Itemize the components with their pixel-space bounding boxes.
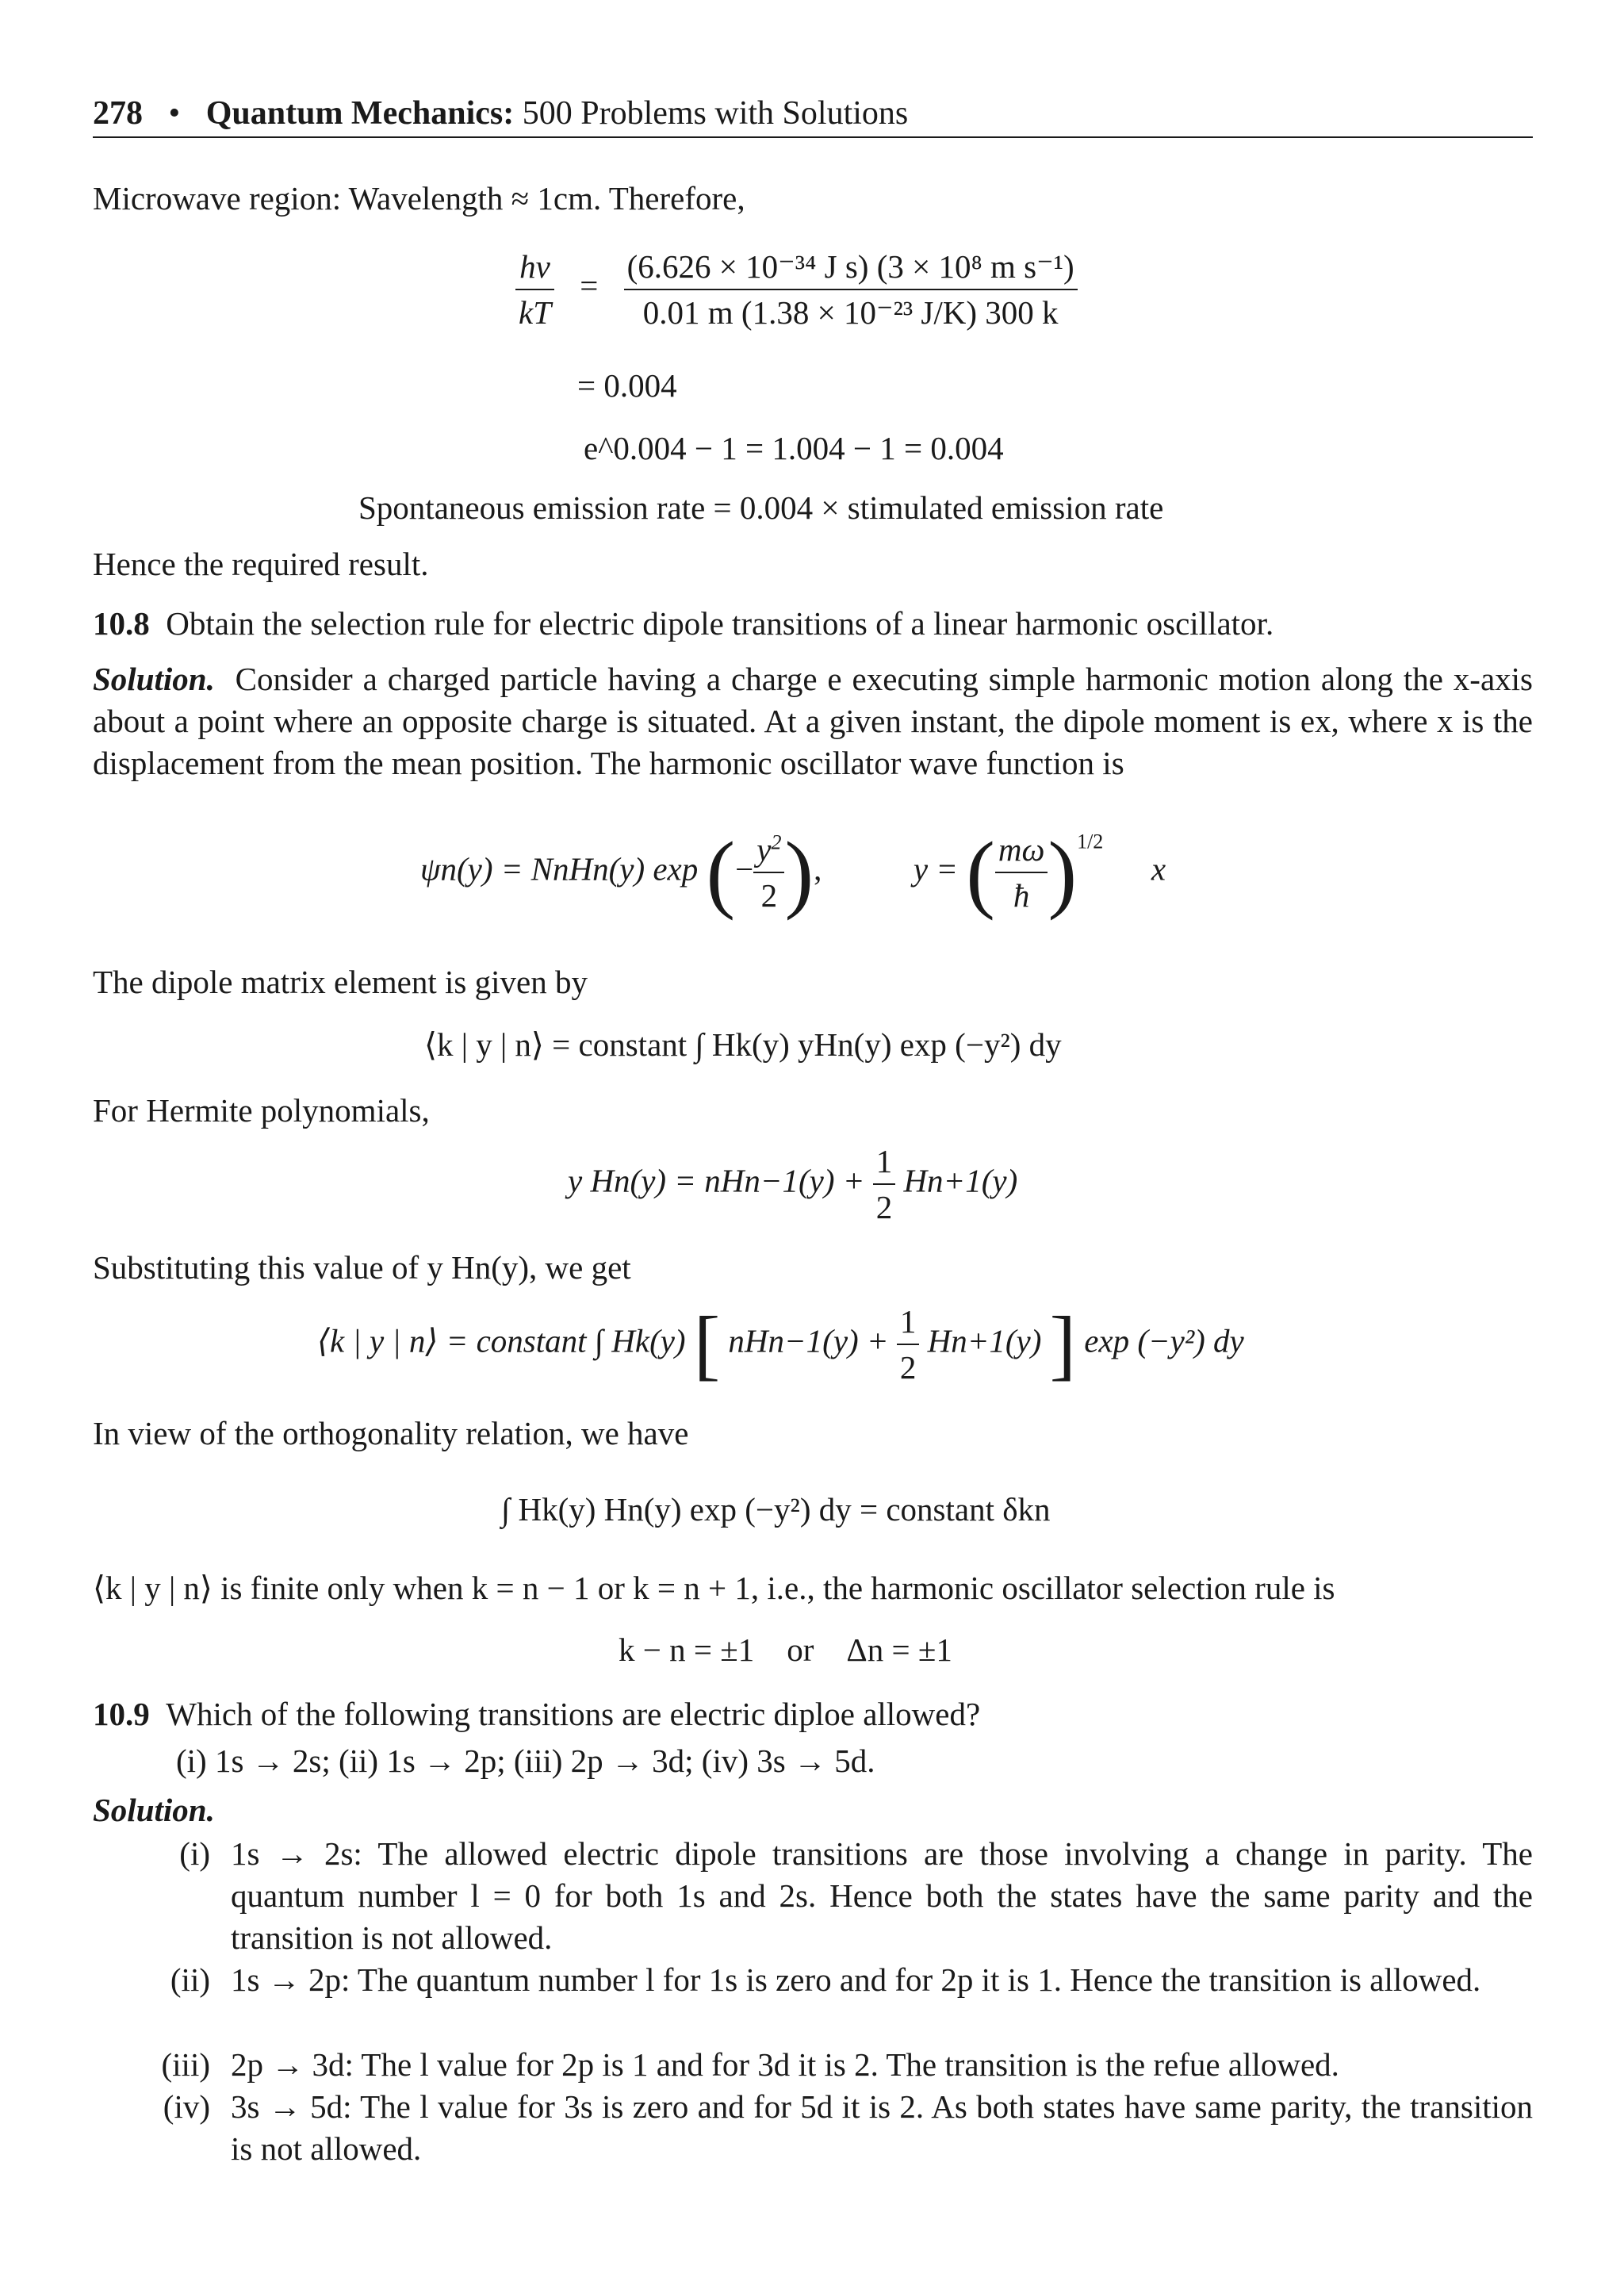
- subst-intro: Substituting this value of y Hn(y), we get: [93, 1249, 631, 1286]
- frac-rhs: [624, 247, 1078, 332]
- dipole-eq: ⟨k | y | n⟩ = constant ∫ Hk(y) yHn(y) exp (−y²) dy: [424, 1026, 1062, 1063]
- hermite-eq: y Hn(y) = nHn−1(y) + $\frac{1}{2}$ Hn+1(y): [568, 1143, 1018, 1225]
- exp-line: e^0.004 − 1 = 1.004 − 1 = 0.004: [584, 430, 1004, 466]
- running-header: [93, 97, 908, 130]
- microwave-intro: Microwave region: Wavelength ≈ 1cm. Therefore,: [93, 180, 745, 217]
- solution-item: 3s → 5d: The l value for 3s is zero and for 5d it is 2. As both states have same parity, the transition is not allowed.: [231, 2088, 1533, 2167]
- solution-label: Solution.: [93, 661, 215, 697]
- solution-10-8: [93, 658, 1533, 784]
- frac-lhs: [515, 247, 554, 332]
- selection-rule: k − n = ±1 or Δn = ±1: [619, 1631, 952, 1668]
- subst-eq: ⟨k | y | n⟩ = constant ∫ Hk(y) [ nHn−1(y) + $\frac{1}{2}$ Hn+1(y) ] exp (−y²) dy: [317, 1300, 1244, 1388]
- book-title-bold: Quantum Mechanics:: [205, 95, 515, 132]
- subst-mid2: Hn+1(y): [927, 1322, 1042, 1359]
- item-number: (iv): [163, 2088, 210, 2125]
- solution-item: 1s → 2p: The quantum number l for 1s is zero and for 2p it is 1. Hence the transition is allowed.: [231, 1961, 1481, 1998]
- solution-item: 2p → 3d: The l value for 2p is 1 and for 3d it is 2. The transition is the refue allowed.: [231, 2046, 1339, 2083]
- dipole-intro: The dipole matrix element is given by: [93, 964, 588, 1000]
- subst-mid: nHn−1(y) +: [728, 1322, 889, 1359]
- subst-lhs: ⟨k | y | n⟩ = constant ∫ Hk(y): [317, 1322, 686, 1359]
- item-number: (ii): [170, 1961, 210, 1998]
- ortho-intro: In view of the orthogonality relation, we have: [93, 1415, 689, 1451]
- spontaneous-rate: Spontaneous emission rate = 0.004 × stimulated emission rate: [358, 489, 1164, 526]
- problem-10-8: [93, 603, 1533, 645]
- book-title-rest: 500 Problems with Solutions: [522, 95, 909, 132]
- item-number: (iii): [161, 2046, 210, 2083]
- wavefn-x: x: [1151, 850, 1166, 888]
- wavefn-y: y =: [913, 850, 958, 888]
- frac-lhs-num: hν: [519, 248, 550, 285]
- solution-text: Consider a charged particle having a charge e executing simple harmonic motion along the x-axis about a point where an opposite charge is situated. At a given instant, the dipole moment is ex, where x is the displacement from the mean position. The harmonic oscillator wave function is: [93, 661, 1534, 781]
- problem-10-9: [93, 1693, 1533, 1735]
- problem-question: Obtain the selection rule for electric dipole transitions of a linear harmonic oscillator.: [166, 605, 1274, 642]
- subst-rhs: exp (−y²) dy: [1084, 1322, 1244, 1359]
- frac-lhs-den: kT: [515, 289, 554, 332]
- hence-line: Hence the required result.: [93, 546, 429, 582]
- solution-item: 1s → 2s: The allowed electric dipole transitions are those involving a change in parity. The quantum number l = 0 for both 1s and 2s. Hence both the states have the same parity and the transition is not allowed.: [231, 1835, 1533, 1956]
- wavefunction-eq: ψn(y) = NnHn(y) exp (− $\frac{y^2}{2}$ ), y = ( $\frac{m\omega}{ħ}$ )$^{1/2}$ x: [420, 824, 1166, 921]
- hermite-eq-lhs: y Hn(y) = nHn−1(y) +: [568, 1162, 865, 1199]
- page-number: 278: [93, 95, 143, 132]
- solution-label-109: Solution.: [93, 1792, 215, 1828]
- eq-result: = 0.004: [577, 367, 677, 404]
- problem-question-109: Which of the following transitions are electric diploe allowed?: [166, 1696, 981, 1732]
- hermite-eq-rhs: Hn+1(y): [903, 1162, 1018, 1199]
- frac-rhs-num: (6.626 × 10⁻³⁴ J s) (3 × 10⁸ m s⁻¹): [626, 248, 1074, 285]
- header-rule: [93, 136, 1533, 138]
- hermite-intro: For Hermite polynomials,: [93, 1092, 430, 1129]
- item-number: (i): [179, 1835, 210, 1872]
- problem-number: 10.8: [93, 605, 150, 642]
- finite-line: ⟨k | y | n⟩ is finite only when k = n − 1 or k = n + 1, i.e., the harmonic oscillator selection rule is: [93, 1570, 1335, 1606]
- ortho-eq: ∫ Hk(y) Hn(y) exp (−y²) dy = constant δkn: [501, 1491, 1051, 1528]
- wavefn-lhs: ψn(y) = NnHn(y) exp: [420, 850, 699, 888]
- problem-number-109: 10.9: [93, 1696, 150, 1732]
- frac-rhs-den: 0.01 m (1.38 × 10⁻²³ J/K) 300 k: [624, 289, 1078, 332]
- frac-equation: $\frac{h\nu}{kT}$ = $\frac{\text{(6.626 × 10⁻³⁴ J s) (3 × 10⁸ m s⁻¹)}}{\text{0.01 m (1.38 × 10⁻²³ J/K) 300 k}}$: [515, 247, 1078, 332]
- problem-options: (i) 1s → 2s; (ii) 1s → 2p; (iii) 2p → 3d; (iv) 3s → 5d.: [176, 1743, 875, 1779]
- header-bullet: •: [168, 95, 181, 132]
